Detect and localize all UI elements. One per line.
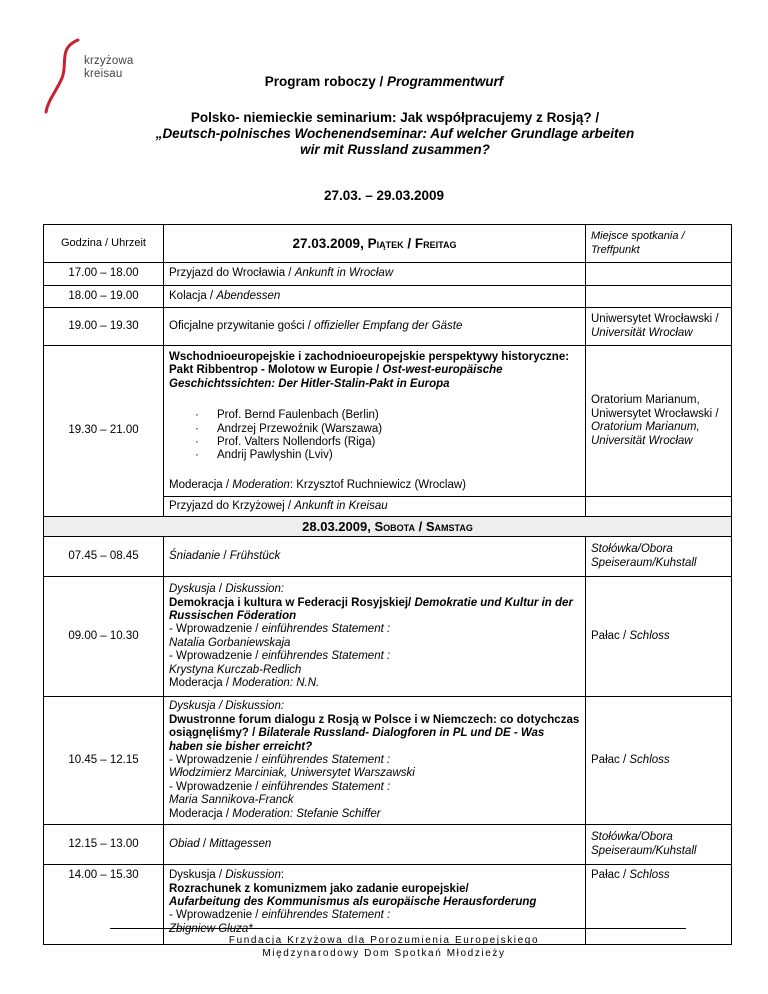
row-time: 18.00 – 19.00 <box>44 286 164 308</box>
title-de: Bilaterale Russland- Dialogforen in PL und DE - Was haben sie bisher erreicht? <box>169 727 545 753</box>
activity-sep: / <box>223 550 227 563</box>
speaker: Włodzimierz Marciniak, Uniwersytet Warszawski <box>169 767 415 780</box>
table-row <box>44 537 732 577</box>
row-time: 12.15 – 13.00 <box>44 825 164 865</box>
activity-pl: Przyjazd do Krzyżowej / <box>169 500 292 513</box>
subtitle-de-line-1: „Deutsch-polnisches Wochenendseminar: Auf welcher Grundlage arbeiten <box>155 126 635 141</box>
day1-pl: Piątek <box>367 235 404 251</box>
place-line: Stołówka/Obora <box>591 543 673 556</box>
activity-sep: / <box>202 838 207 851</box>
activity-pl: Kolacja / <box>169 289 214 302</box>
place-line: Oratorium Marianum, <box>591 394 700 407</box>
place-line: Universität Wrocław <box>591 434 693 447</box>
row-activity <box>164 825 586 865</box>
row-time: 07.45 – 08.45 <box>44 537 164 577</box>
list-item: · Andrij Pawlyshin (Lviv) <box>195 449 580 462</box>
place-de: Schloss <box>629 869 670 882</box>
label-de: Diskussion: <box>225 583 285 596</box>
row-activity <box>164 286 586 308</box>
activity-pl: Oficjalne przywitanie gości / <box>169 319 311 332</box>
list-item: · Andrzej Przewoźnik (Warszawa) <box>195 423 580 436</box>
footer-divider <box>110 928 686 929</box>
row-time: 14.00 – 15.30 <box>44 865 164 945</box>
row-activity: Dyskusja / Diskussion: Demokracja i kultura w Federacji Rosyjskiej/ Demokratie und Kultur in der Russischen Föderation - Wprowadzenie / einführendes Statement : Natalia Gorbaniewskaja - Wprowadzenie / einführendes Statement : Krystyna Kurczab-Redlich Moderacja / Moderation: N.N. <box>164 577 586 697</box>
row-place <box>586 697 732 825</box>
list-item: · Prof. Valters Nollendorfs (Riga) <box>195 436 580 449</box>
day1-sep: / <box>407 235 412 251</box>
activity-de: Mittagessen <box>209 838 272 851</box>
intro-pl: - Wprowadzenie / <box>169 909 259 922</box>
row-place <box>586 497 732 517</box>
day2-header-row <box>44 517 732 537</box>
moderation-de: Moderation: Stefanie Schiffer <box>232 807 381 820</box>
place-line: Stołówka/Obora <box>591 831 673 844</box>
program-table <box>43 224 732 945</box>
row-time: 09.00 – 10.30 <box>44 577 164 697</box>
title-pl: Program roboczy / <box>264 74 384 89</box>
row-time: 10.45 – 12.15 <box>44 697 164 825</box>
table-row-panel <box>44 346 732 497</box>
title-pl: Dwustronne forum dialogu z Rosją w Polsce i w Niemczech: co dotychczas osiągnęliśmy? / <box>169 713 580 740</box>
title-pl: Demokracja i kultura w Federacji Rosyjskiej/ <box>169 596 412 609</box>
table-row <box>44 865 732 945</box>
page-title <box>0 74 768 90</box>
row-place <box>586 825 732 865</box>
list-item: · Prof. Bernd Faulenbach (Berlin) <box>195 409 580 422</box>
activity-de: Ankunft in Kreisau <box>294 500 388 513</box>
moderator: : N.N. <box>289 676 320 689</box>
day2-header <box>44 517 732 537</box>
place-de: Universität Wrocław <box>591 326 693 339</box>
moderation-de: Moderation <box>232 478 290 491</box>
day2-sep: / <box>418 519 423 535</box>
intro-de: einführendes Statement : <box>261 780 391 793</box>
activity-de: offizieller Empfang der Gäste <box>314 319 463 332</box>
intro-de: einführendes Statement : <box>261 650 391 663</box>
seminar-dates: 27.03. – 29.03.2009 <box>323 188 445 203</box>
place-line: Uniwersytet Wrocławski / <box>591 407 719 420</box>
arrival-activity <box>164 497 586 517</box>
activity-pl: Śniadanie <box>169 550 221 563</box>
day1-de: Freitag <box>414 235 457 251</box>
col-time-header: Godzina / Uhrzeit <box>44 225 164 263</box>
seminar-title <box>100 110 690 158</box>
activity-pl: Obiad <box>169 838 200 851</box>
row-activity <box>164 697 586 825</box>
moderation-pl: Moderacja / <box>169 478 230 491</box>
label-end: : <box>280 869 285 882</box>
footer-line-2: Międzynarodowy Dom Spotkań Młodzieży <box>262 948 506 959</box>
logo-line-1: krzyżowa <box>84 55 134 67</box>
day1-header <box>164 225 586 263</box>
intro-pl: - Wprowadzenie / <box>169 650 259 663</box>
moderation-pl: Moderacja / <box>169 807 230 820</box>
place-pl: Uniwersytet Wrocławski / <box>591 313 719 326</box>
title-pl: Rozrachunek z komunizmem jako zadanie europejskie/ <box>169 882 469 895</box>
moderation-de: Moderation <box>232 676 290 689</box>
title-de: Programmentwurf <box>387 74 504 89</box>
intro-pl: - Wprowadzenie / <box>169 780 259 793</box>
row-place <box>586 865 732 945</box>
activity-de: Ankunft in Wrocław <box>294 267 394 280</box>
table-row <box>44 577 732 697</box>
label: Dyskusja / Diskussion: <box>169 700 285 713</box>
col-place-header: Miejsce spotkania / Treffpunkt <box>586 225 732 263</box>
table-header-row <box>44 225 732 263</box>
row-time: 19.30 – 21.00 <box>44 346 164 517</box>
title-de: Aufarbeitung des Kommunismus als europäische Herausforderung <box>169 896 537 909</box>
activity-de: Abendessen <box>216 289 281 302</box>
footer-line-1: Fundacja Krzyżowa dla Porozumienia Europejskiego <box>228 935 540 946</box>
speaker: Krystyna Kurczab-Redlich <box>169 663 302 676</box>
intro-pl: - Wprowadzenie / <box>169 754 259 767</box>
row-activity <box>164 537 586 577</box>
place-line: Speiseraum/Kuhstall <box>591 844 697 857</box>
row-time: 17.00 – 18.00 <box>44 263 164 286</box>
activity-de: Frühstück <box>229 550 281 563</box>
intro-de: einführendes Statement : <box>261 623 391 636</box>
intro-de: einführendes Statement : <box>261 754 391 767</box>
panel-description <box>164 346 586 497</box>
place-pl: Pałac / <box>591 869 627 882</box>
table-row <box>44 308 732 346</box>
label-de: Diskussion <box>225 869 281 882</box>
row-place <box>586 537 732 577</box>
place-de: Schloss <box>629 630 670 643</box>
speaker: Natalia Gorbaniewskaja <box>169 636 291 649</box>
speaker: Maria Sannikova-Franck <box>169 794 294 807</box>
table-row <box>44 697 732 825</box>
panel-title-pl: Wschodnioeuropejskie i zachodnioeuropejskie perspektywy historyczne: Pakt Ribbentrop - Molotow w Europie / <box>169 351 570 377</box>
place-pl: Pałac / <box>591 754 627 767</box>
day1-date: 27.03.2009, <box>292 235 364 251</box>
title-de: Demokratie und Kultur in der Russischen Föderation <box>169 596 573 622</box>
speaker-list <box>195 409 580 463</box>
row-place <box>586 286 732 308</box>
day2-date: 28.03.2009, <box>302 519 371 535</box>
table-row <box>44 263 732 286</box>
intro-pl: - Wprowadzenie / <box>169 623 259 636</box>
subtitle-de-line-2: wir mit Russland zusammen? <box>300 142 490 157</box>
table-row <box>44 286 732 308</box>
place-pl: Pałac / <box>591 630 627 643</box>
day2-de: Samstag <box>425 519 473 535</box>
row-activity <box>164 865 586 945</box>
row-time: 19.00 – 19.30 <box>44 308 164 346</box>
row-place <box>586 308 732 346</box>
row-place <box>586 346 732 497</box>
panel-title-de: Ost-west-europäische Geschichtssichten: Der Hitler-Stalin-Pakt in Europa <box>169 364 503 390</box>
table-row <box>44 825 732 865</box>
row-place <box>586 263 732 286</box>
logo-line-2: kreisau <box>84 68 123 80</box>
subtitle-pl: Polsko- niemieckie seminarium: Jak współpracujemy z Rosją? / <box>190 110 600 125</box>
row-activity <box>164 308 586 346</box>
place-de: Schloss <box>629 754 670 767</box>
moderation-pl: Moderacja / <box>169 676 230 689</box>
intro-de: einführendes Statement : <box>261 909 391 922</box>
place-line: Speiseraum/Kuhstall <box>591 556 697 569</box>
row-activity <box>164 263 586 286</box>
label-pl: Dyskusja <box>169 583 216 596</box>
label-pl: Dyskusja / <box>169 869 223 882</box>
place-line: Oratorium Marianum, <box>591 421 700 434</box>
footer <box>0 934 768 960</box>
moderator: : Krzysztof Ruchniewicz (Wroclaw) <box>289 478 466 491</box>
row-place <box>586 577 732 697</box>
activity-pl: Przyjazd do Wrocławia / <box>169 267 292 280</box>
day2-pl: Sobota <box>374 519 415 535</box>
